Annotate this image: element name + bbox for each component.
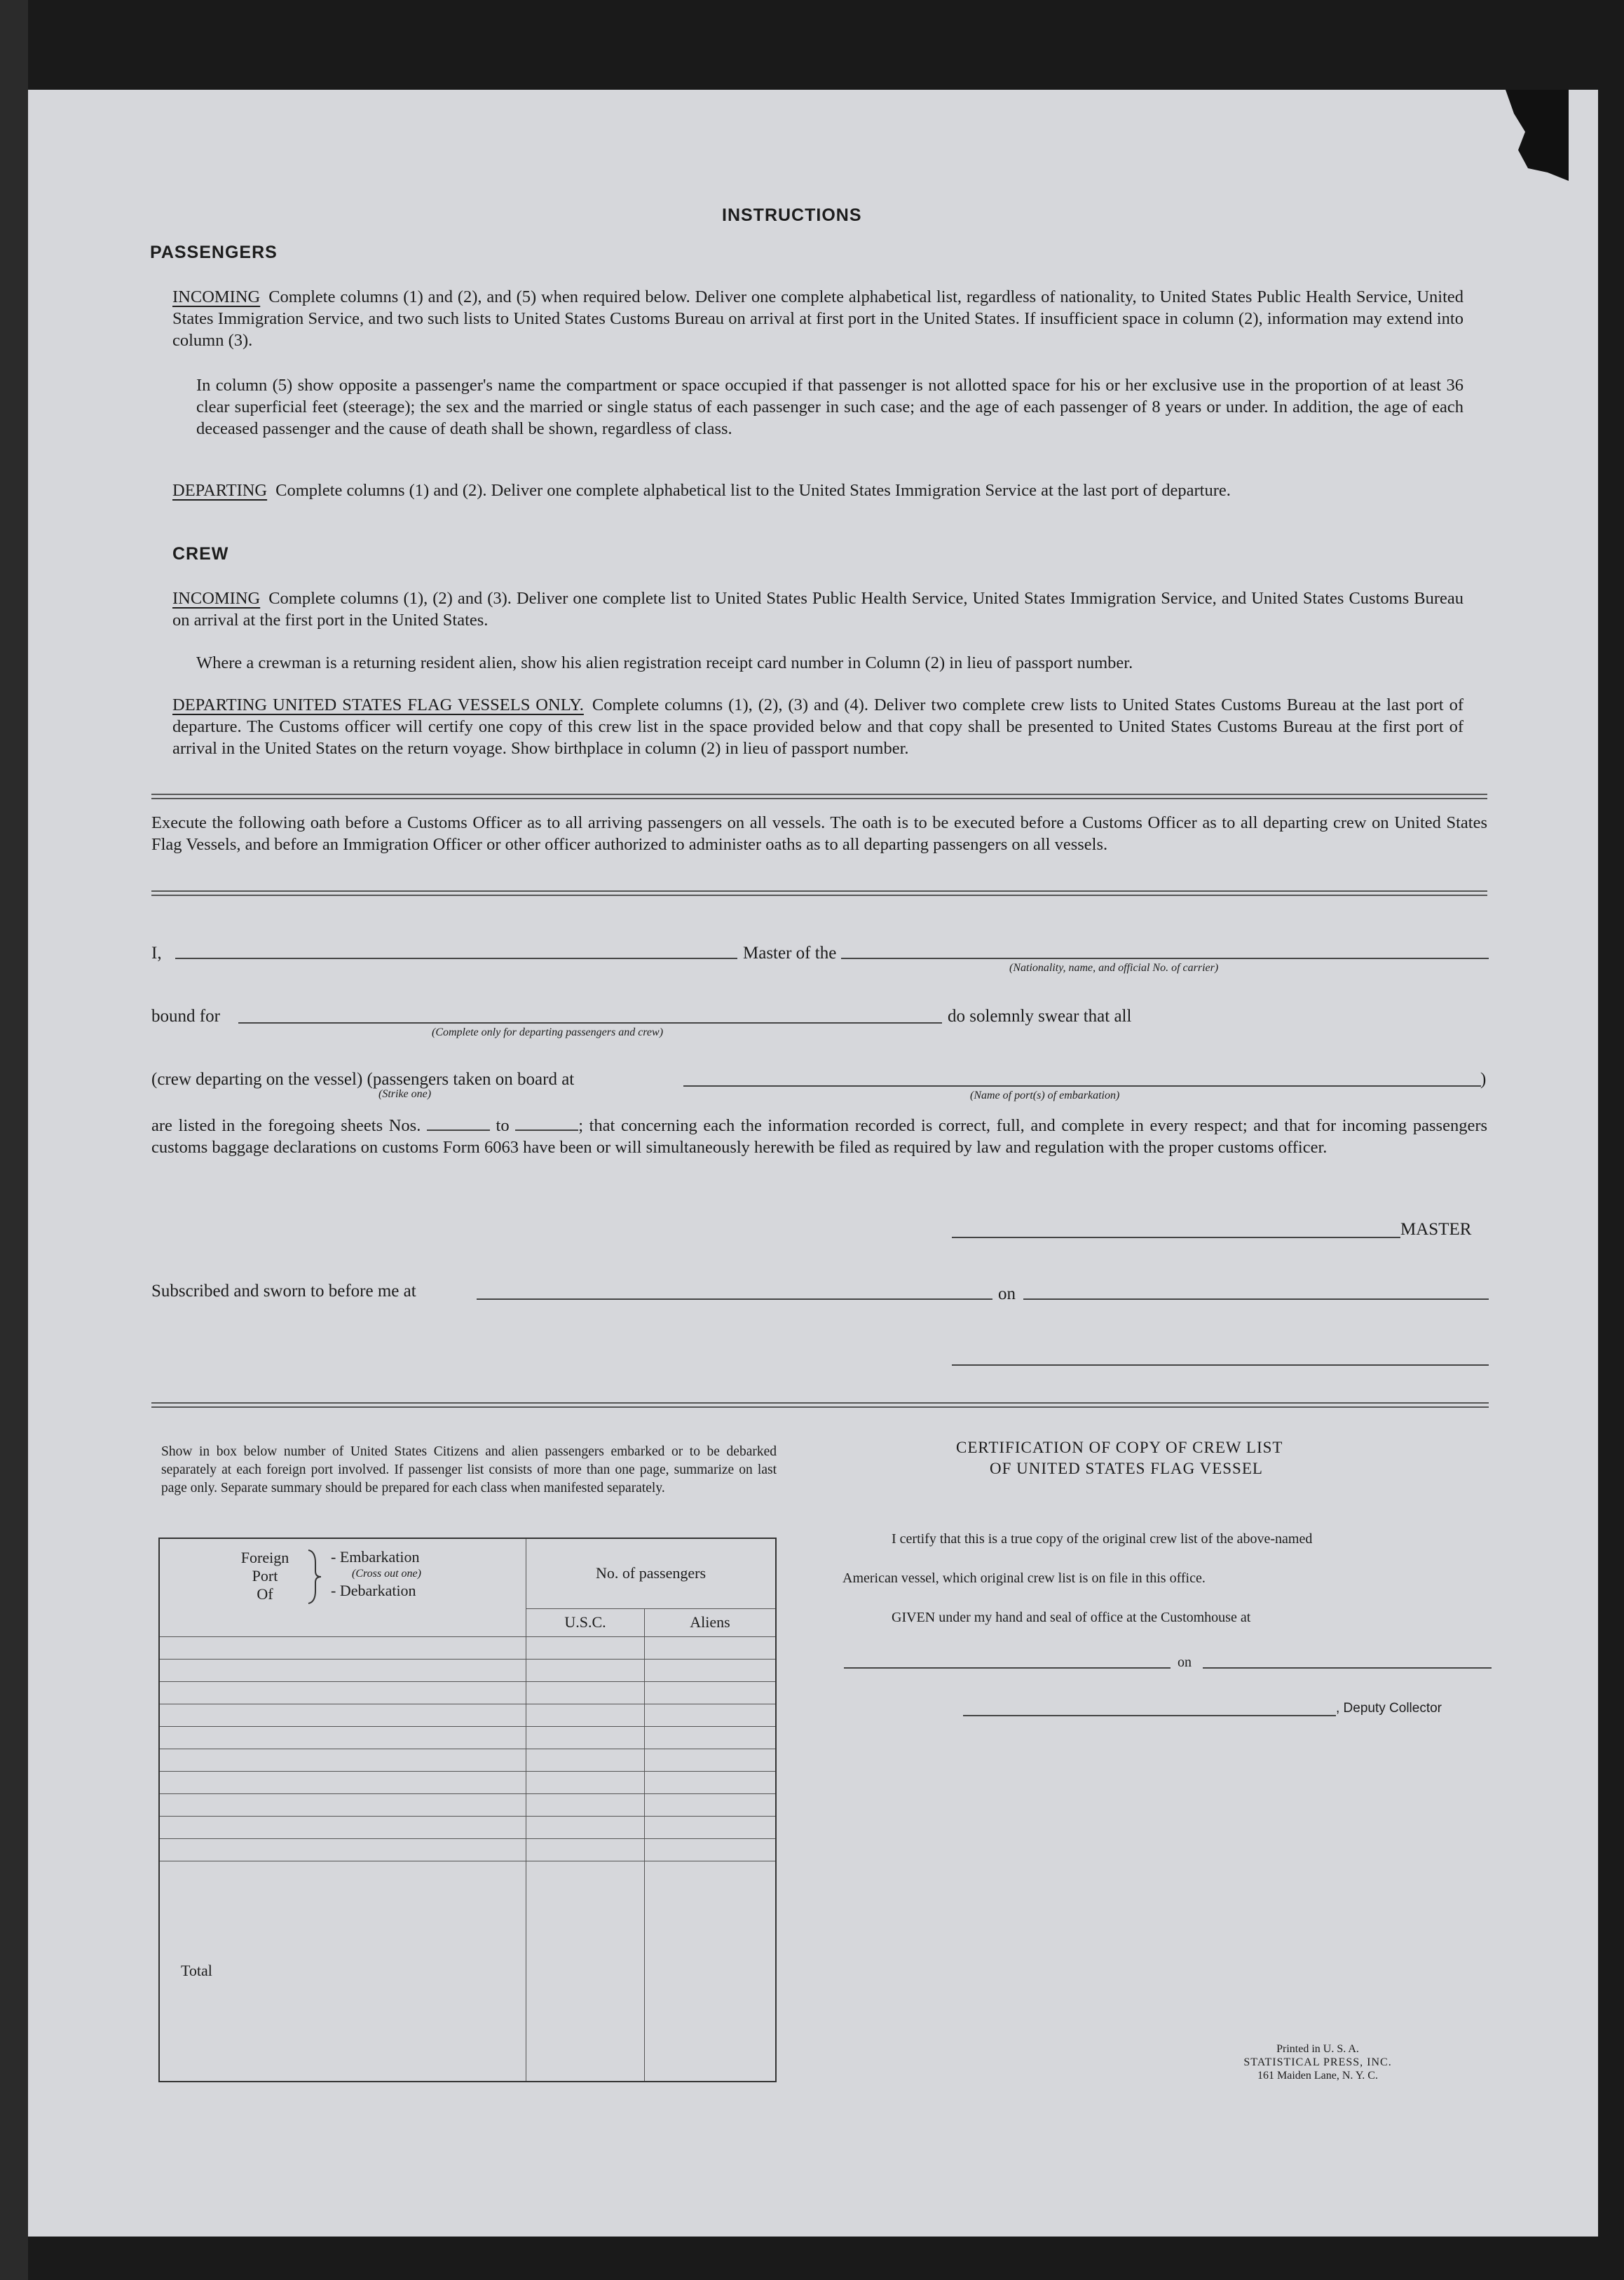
- officer-signature-field[interactable]: [952, 1364, 1489, 1366]
- master-signature-label: MASTER: [1400, 1220, 1472, 1239]
- crew-departing-label: DEPARTING UNITED STATES FLAG VESSELS ONLY.: [172, 695, 584, 714]
- no-passengers-header: No. of passengers: [526, 1538, 777, 1608]
- port-label: Port: [252, 1567, 278, 1585]
- oath-note: Execute the following oath before a Customs Officer as to all arriving passengers on all vessels. The oath is to be executed before a Customs Officer as to all departing crew on United States Flag Vessels, and before an Immigration Officer or other officer authorized to administer oaths as to all departing passengers on all vessels.: [151, 813, 1487, 854]
- master-signature-field[interactable]: [952, 1237, 1400, 1238]
- sheets-label-b: ; that concerning each the information recorded is correct, full, and complete in every respect; and that for incoming passengers customs baggage declarations on customs Form 6063 have been or will simultaneously herewith be filed as required by law and regulation with the proper customs officer.: [151, 1116, 1488, 1157]
- certification-line-3: GIVEN under my hand and seal of office at the Customhouse at: [892, 1610, 1251, 1625]
- swear-label: do solemnly swear that all: [948, 1007, 1132, 1026]
- table-row[interactable]: [159, 1659, 776, 1681]
- certification-line-1: I certify that this is a true copy of the original crew list of the above-named: [892, 1531, 1313, 1547]
- debarkation-label: - Debarkation: [331, 1582, 416, 1599]
- ports-hint: (Name of port(s) of embarkation): [970, 1090, 1120, 1101]
- table-row[interactable]: [159, 1749, 776, 1771]
- passengers-departing-label: DEPARTING: [172, 481, 268, 500]
- embarkation-ports-field[interactable]: [683, 1085, 1481, 1087]
- table-row[interactable]: [159, 1704, 776, 1726]
- cross-out-hint: (Cross out one): [352, 1568, 421, 1580]
- printer-line-2: STATISTICAL PRESS, INC.: [1243, 2056, 1392, 2068]
- crew-departing-label-line: (crew departing on the vessel) (passengers taken on board at: [151, 1070, 575, 1089]
- foreign-label: Foreign: [240, 1549, 289, 1566]
- sheets-label-a: are listed in the foregoing sheets Nos.: [151, 1116, 421, 1135]
- subscribed-label: Subscribed and sworn to before me at: [151, 1282, 416, 1301]
- close-paren: ): [1480, 1070, 1487, 1089]
- printer-line-3: 161 Maiden Lane, N. Y. C.: [1257, 2070, 1378, 2082]
- table-row[interactable]: [159, 1838, 776, 1861]
- bound-for-field[interactable]: [238, 1022, 942, 1024]
- passenger-summary-table: [158, 1538, 777, 2082]
- crew-heading: CREW: [172, 544, 229, 564]
- port-header-cell: [159, 1538, 526, 1636]
- strike-one-hint: (Strike one): [378, 1088, 432, 1100]
- passengers-departing-paragraph: [172, 480, 1463, 501]
- certification-line-2: American vessel, which original crew list is on file in this office.: [842, 1570, 1206, 1586]
- customhouse-field[interactable]: [844, 1667, 1171, 1669]
- table-row[interactable]: [159, 1681, 776, 1704]
- subscribed-place-field[interactable]: [477, 1298, 992, 1300]
- oath-i-label: I,: [151, 944, 162, 963]
- sheet-from-field[interactable]: [427, 1129, 490, 1131]
- certification-title-2: OF UNITED STATES FLAG VESSEL: [990, 1460, 1263, 1477]
- passengers-heading: PASSENGERS: [150, 243, 278, 262]
- film-edge-left: [0, 0, 28, 2280]
- crew-departing-paragraph: [172, 694, 1463, 759]
- crew-incoming-label: INCOMING: [172, 589, 261, 608]
- master-of-the-label: Master of the: [743, 944, 837, 963]
- passengers-incoming-label: INCOMING: [172, 287, 261, 306]
- passengers-incoming-paragraph: [172, 286, 1463, 351]
- divider: [151, 1402, 1489, 1408]
- printer-line-1: Printed in U. S. A.: [1276, 2043, 1359, 2055]
- of-label: Of: [257, 1585, 273, 1603]
- brace-icon: [306, 1549, 324, 1605]
- subscribed-on-label: on: [998, 1284, 1016, 1303]
- divider: [151, 794, 1487, 799]
- carrier-field[interactable]: [841, 958, 1489, 959]
- crew-incoming-text: Complete columns (1), (2) and (3). Deliver one complete list to United States Public Health Service, United States Immigration Service, and United States Customs Bureau on arrival at the first port in the United States.: [172, 589, 1463, 630]
- sheet-to-field[interactable]: [515, 1129, 578, 1131]
- table-row[interactable]: [159, 1793, 776, 1816]
- total-row[interactable]: [159, 1861, 776, 2082]
- passengers-departing-text: Complete columns (1) and (2). Deliver one complete alphabetical list to the United States Immigration Service at the last port of departure.: [275, 481, 1231, 500]
- deputy-collector-label: , Deputy Collector: [1336, 1701, 1442, 1716]
- deputy-collector-signature-field[interactable]: [963, 1715, 1336, 1716]
- form-sheet: [28, 90, 1598, 2237]
- subscribed-date-field[interactable]: [1023, 1298, 1489, 1300]
- aliens-header: Aliens: [645, 1608, 777, 1636]
- table-row[interactable]: [159, 1636, 776, 1659]
- crew-resident-paragraph: Where a crewman is a returning resident alien, show his alien registration receipt card number in Column (2) in lieu of passport number.: [196, 653, 1133, 672]
- crew-departing-text: Complete columns (1), (2), (3) and (4). Deliver two complete crew lists to United States Customs Bureau at the last port of departure. The Customs officer will certify one copy of this crew list in the space provided below and that copy shall be presented to United States Customs Bureau at the first port of arrival in the United States on the return voyage. Show birthplace in column (2) in lieu of passport number.: [172, 695, 1463, 758]
- certification-on-label: on: [1178, 1655, 1192, 1670]
- table-row[interactable]: [159, 1816, 776, 1838]
- crew-incoming-paragraph: [172, 588, 1463, 631]
- embarkation-label: - Embarkation: [331, 1548, 420, 1566]
- sheets-to-label: to: [496, 1116, 510, 1135]
- summary-note: Show in box below number of United States Citizens and alien passengers embarked or to be debarked separately at each foreign port involved. If passenger list consists of more than one page, summarize on last page only. Separate summary should be prepared for each class when manifested separately.: [161, 1444, 777, 1495]
- column5-paragraph: In column (5) show opposite a passenger's name the compartment or space occupied if that passenger is not allotted space for his or her exclusive use in the proportion of at least 36 clear superficial feet (steerage); the sex and the married or single status of each passenger in such case; and the age of each passenger of 8 years or under. In addition, the age of each deceased passenger and the cause of death shall be shown, regardless of class.: [196, 376, 1463, 438]
- sheets-paragraph: [151, 1115, 1487, 1158]
- bound-hint: (Complete only for departing passengers and crew): [432, 1026, 664, 1038]
- printer-imprint: [1213, 2042, 1423, 2082]
- master-name-field[interactable]: [175, 958, 737, 959]
- passengers-incoming-text: Complete columns (1) and (2), and (5) when required below. Deliver one complete alphabetical list, regardless of nationality, to United States Public Health Service, United States Immigration Service, and two such lists to United States Customs Bureau on arrival at first port in the United States. If insufficient space in column (2), information may extend into column (3).: [172, 287, 1463, 350]
- bound-for-label: bound for: [151, 1007, 220, 1026]
- table-row[interactable]: [159, 1771, 776, 1793]
- instructions-title: INSTRUCTIONS: [722, 205, 862, 225]
- certification-title-1: CERTIFICATION OF COPY OF CREW LIST: [956, 1439, 1283, 1456]
- nationality-hint: (Nationality, name, and official No. of carrier): [1009, 962, 1219, 974]
- divider: [151, 890, 1487, 896]
- certification-date-field[interactable]: [1203, 1667, 1492, 1669]
- torn-corner-mark: [1463, 90, 1569, 181]
- table-row[interactable]: [159, 1726, 776, 1749]
- usc-header: U.S.C.: [526, 1608, 645, 1636]
- total-label: Total: [159, 1861, 526, 2082]
